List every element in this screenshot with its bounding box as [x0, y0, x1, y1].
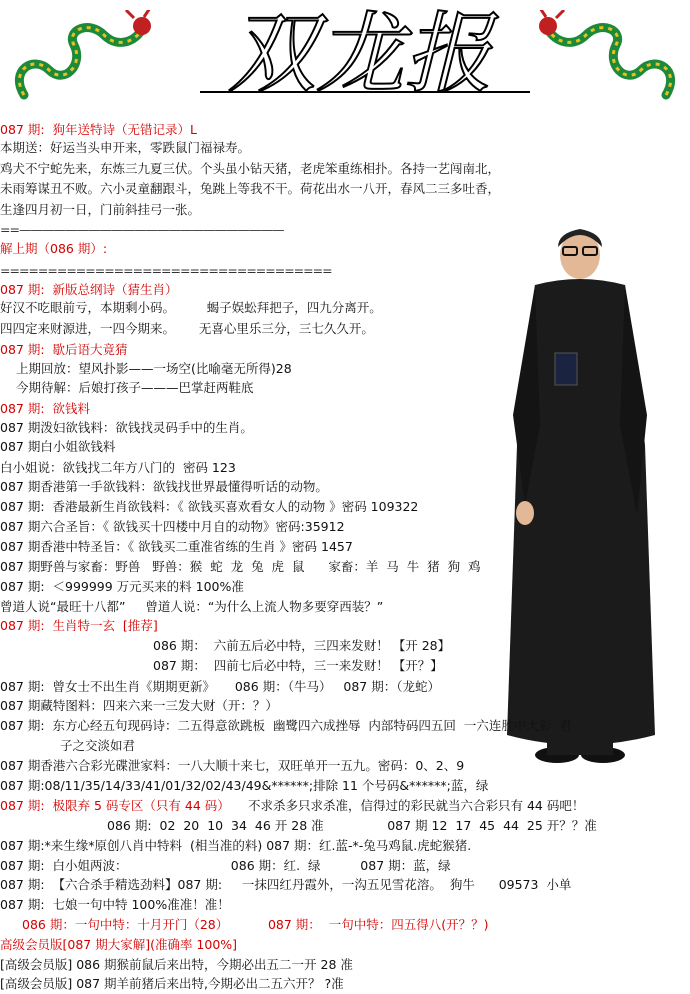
- text-line: 087 期藏特图料：四来六来一三发大财（开：？）: [0, 698, 278, 713]
- text-line: 四四定来财源进，一四今期来。 无喜心里乐三分，三七久久开。: [0, 321, 374, 336]
- text-line: 087 期: 七娘一句中特 100%准准！准！: [0, 897, 230, 912]
- dragon-left-icon: [4, 10, 154, 110]
- text-line: 087 期: 曾女士不出生肖《期期更新》 086 期：（牛马） 087 期：（龙蛇）: [0, 679, 440, 694]
- text-line: 087 期泼妇欲钱料：欲钱找灵码手中的生肖。: [0, 420, 253, 435]
- text-line: 087 期： 四前七后必中特，三一来发财！ 【开？】: [153, 658, 443, 673]
- text-line: 不求杀多只求杀准，信得过的彩民就当六合彩只有 44 码吧！: [248, 798, 585, 813]
- text-line: 高级会员版[087 期大家解](准确率 100%]: [0, 937, 238, 952]
- text-line: 087 期香港第一手欲钱料：欲钱找世界最懂得听话的动物。: [0, 479, 328, 494]
- text-line: 曾道人说“最旺十八都” 曾道人说：“为什么上流人物多要穿西装？”: [0, 599, 384, 614]
- text-line: 好汉不吃眼前亏，本期剩小码。 蝎子娱蚣拜把子，四九分离开。: [0, 300, 382, 315]
- dragon-right-icon: [536, 10, 686, 110]
- text-line: 086 期： 六前五后必中特，三四来发财！ 【开 28】: [153, 638, 451, 653]
- text-line: 子之交淡如君: [60, 738, 136, 753]
- portrait-figure: [495, 215, 665, 780]
- title-text: 双龙报: [227, 4, 493, 105]
- text-line: 087 期野兽与家畜：野兽 野兽：猴 蛇 龙 兔 虎 鼠 家畜：羊 马 牛 猪 狗 鸡: [0, 559, 481, 574]
- text-line: 今期待解：后娘打孩子———巴掌赶两鞋底: [16, 380, 254, 395]
- text-line: 087 期: 东方心经五句现码诗：二五得意欲跳板 幽鹭四六成挫辱 内部特码四五回 一六连胜中大彩 君: [0, 718, 572, 733]
- text-line: ==———————————————————————: [0, 222, 284, 237]
- text-line: 解上期（086 期）:: [0, 241, 108, 256]
- text-line: 本期送：好运当头申开来，零跌鼠门福禄寿。: [0, 140, 251, 155]
- masthead-title: [170, 4, 550, 116]
- text-line: 鸡犬不宁蛇先来，东炼三九夏三伏。个头虽小钻天猪，老虎笨重练相扑。各持一艺闯南北，: [0, 161, 501, 176]
- text-line: 087 期: 狗年送特诗（无错记录）L: [0, 122, 197, 137]
- text-line: 087 期香港中特圣旨：《 欲钱买二重准省练的生肖 》密码 1457: [0, 539, 353, 554]
- text-line: 087 期: 新版总纲诗（猜生肖）: [0, 282, 178, 297]
- text-line: 087 期: 生肖特一玄 [推荐]: [0, 618, 158, 633]
- text-line: 087 期: 【六合杀手精选劲料】087 期: 一抹四红丹霞外，一沟五见雪花溶。 狗牛 09573 小单: [0, 877, 572, 892]
- text-line: 087 期: 歇后语大竟猜: [0, 342, 128, 357]
- text-line: [高级会员版] 086 期猴前鼠后来出特，今期必出五二一开 28 准: [0, 957, 353, 972]
- text-line: 087 期: 欲钱料: [0, 401, 90, 416]
- text-line: 086 期: 02 20 10 34 46 开 28 准 087 期 12 17 45 44 25 开？？准: [107, 818, 597, 833]
- text-line: 087 期: ＜999999 万元买来的料 100%准: [0, 579, 244, 594]
- text-line: 未雨筹谋丑不败。六小灵童翻跟斗，兔跳上等我不干。荷花出水一八开，春风二三多吐香，: [0, 181, 501, 196]
- text-line: 上期回放：望风扑影——一场空(比喻毫无所得)28: [16, 361, 292, 376]
- text-line: 087 期香港六合彩光碟泄家料：一八大顺十来七，双旺单开一五九。密码：0、2、9: [0, 758, 465, 773]
- text-line: 087 期:08/11/35/14/33/41/01/32/02/43/49&******;排除 11 个号码&******;蓝，绿: [0, 778, 489, 793]
- text-line: 087 期: 香港最新生肖欲钱料：《 欲钱买喜欢看女人的动物 》密码 109322: [0, 499, 419, 514]
- text-line: 086 期：一句中特：十月开门（28） 087 期： 一句中特：四五得八(开？？): [22, 917, 489, 932]
- text-line: 087 期:*来生缘*原创八肖中特料 (相当准的料) 087 期：红.蓝-*-兔马鸡鼠.虎蛇猴猪.: [0, 838, 472, 853]
- text-line: ===================================: [0, 263, 332, 278]
- text-line: 087 期: 白小姐两波： 086 期：红. 绿 087 期：蓝，绿: [0, 858, 451, 873]
- text-line: 087 期白小姐欲钱料: [0, 439, 116, 454]
- text-line: 087 期: 极限弃 5 码专区（只有 44 码）: [0, 798, 230, 813]
- text-line: 087 期六合圣旨：《 欲钱买十四楼中月自的动物》密码:35912: [0, 519, 345, 534]
- text-line: 生逢四月初一日，门前斜挂弓一张。: [0, 202, 201, 217]
- masthead: [0, 0, 690, 120]
- text-line: [高级会员版] 087 期羊前猪后来出特,今期必出二五六开？ ?准: [0, 976, 344, 991]
- text-line: 白小姐说：欲钱找二年方八门的 密码 123: [0, 460, 236, 475]
